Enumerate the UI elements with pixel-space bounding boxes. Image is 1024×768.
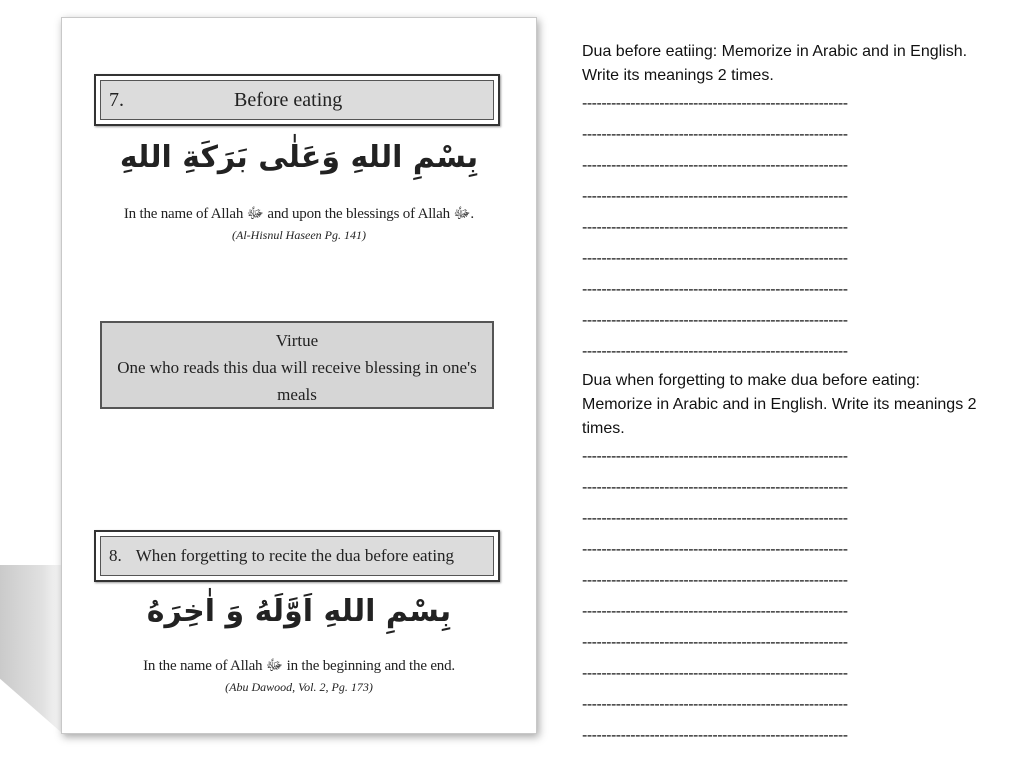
dashed-writing-line: ------------------------------------------------------- bbox=[582, 510, 848, 527]
section-number: 7. bbox=[109, 88, 124, 111]
dashed-writing-line: ------------------------------------------------------- bbox=[582, 219, 848, 236]
dua-translation: In the name of Allah ﷻ and upon the blessings of Allah ﷻ. bbox=[123, 206, 475, 222]
section-heading-before-eating bbox=[94, 74, 500, 126]
dashed-writing-line: ------------------------------------------------------- bbox=[582, 665, 848, 682]
dashed-writing-line: ------------------------------------------------------- bbox=[582, 634, 848, 651]
dashed-writing-line: ------------------------------------------------------- bbox=[582, 603, 848, 620]
worksheet-prompt-2: Dua when forgetting to make dua before eating: Memorize in Arabic and in English. Write its meanings 2 times. bbox=[582, 372, 977, 437]
section-title: When forgetting to recite the dua before eating bbox=[135, 546, 455, 565]
arabic-dua-text: بِسْمِ اللهِ وَعَلٰى بَرَكَةِ اللهِ bbox=[119, 140, 479, 175]
dashed-writing-line: ------------------------------------------------------- bbox=[582, 572, 848, 589]
virtue-box bbox=[100, 321, 494, 409]
dashed-writing-line: ------------------------------------------------------- bbox=[582, 541, 848, 558]
arabic-dua-text: بِسْمِ اللهِ اَوَّلَهُ وَ اٰخِرَهُ bbox=[146, 594, 452, 629]
worksheet-column bbox=[582, 40, 992, 751]
dashed-writing-line: ------------------------------------------------------- bbox=[582, 312, 848, 329]
dua-reference: (Abu Dawood, Vol. 2, Pg. 173) bbox=[225, 680, 373, 694]
dashed-writing-line: ------------------------------------------------------- bbox=[582, 188, 848, 205]
worksheet-prompt-1: Dua before eatiing: Memorize in Arabic and in English. Write its meanings 2 times. bbox=[582, 43, 968, 84]
page-shadow bbox=[0, 565, 70, 740]
dashed-writing-line: ------------------------------------------------------- bbox=[582, 126, 848, 143]
writing-lines-2 bbox=[582, 441, 992, 751]
section-number: 8. bbox=[109, 546, 122, 565]
dashed-writing-line: ------------------------------------------------------- bbox=[582, 448, 848, 465]
dua-reference: (Al-Hisnul Haseen Pg. 141) bbox=[232, 228, 366, 242]
virtue-text: One who reads this dua will receive blessing in one's meals bbox=[117, 358, 477, 404]
dua-page bbox=[61, 17, 537, 734]
dashed-writing-line: ------------------------------------------------------- bbox=[582, 157, 848, 174]
dashed-writing-line: ------------------------------------------------------- bbox=[582, 727, 848, 744]
section-heading-forgetting bbox=[94, 530, 500, 582]
dashed-writing-line: ------------------------------------------------------- bbox=[582, 250, 848, 267]
dashed-writing-line: ------------------------------------------------------- bbox=[582, 696, 848, 713]
dashed-writing-line: ------------------------------------------------------- bbox=[582, 343, 848, 360]
dashed-writing-line: ------------------------------------------------------- bbox=[582, 479, 848, 496]
dashed-writing-line: ------------------------------------------------------- bbox=[582, 95, 848, 112]
virtue-heading: Virtue bbox=[275, 331, 319, 350]
dua-translation: In the name of Allah ﷻ in the beginning and the end. bbox=[143, 658, 455, 674]
dashed-writing-line: ------------------------------------------------------- bbox=[582, 281, 848, 298]
section-title: Before eating bbox=[234, 88, 343, 111]
writing-lines-1 bbox=[582, 88, 992, 367]
